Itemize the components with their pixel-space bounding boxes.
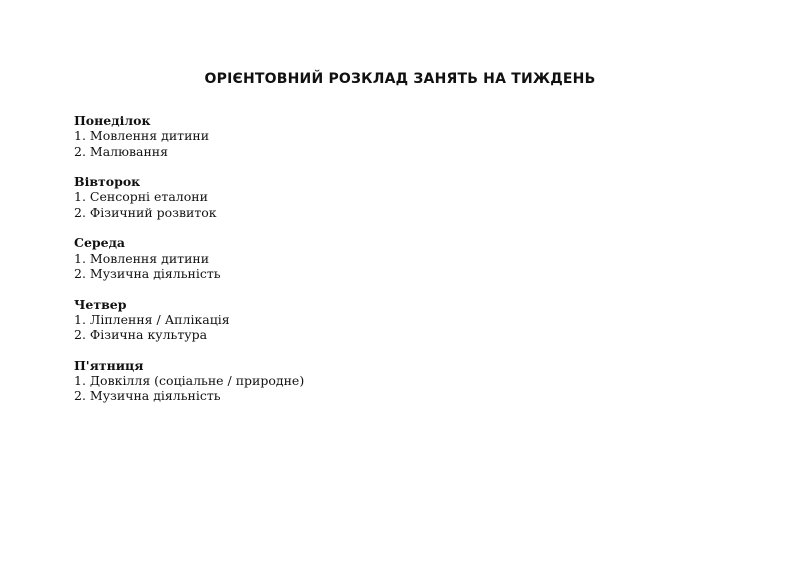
document-title: ОРІЄНТОВНИЙ РОЗКЛАД ЗАНЯТЬ НА ТИЖДЕНЬ bbox=[204, 71, 596, 87]
lesson-item: 1. Сенсорні еталони bbox=[74, 189, 208, 205]
day-name: П'ятниця bbox=[74, 357, 144, 373]
lesson-item: 1. Довкілля (соціальне / природне) bbox=[74, 373, 305, 389]
day-name: Середа bbox=[74, 235, 126, 251]
lesson-item: 2. Музична діяльність bbox=[74, 388, 221, 404]
day-block-friday bbox=[74, 358, 304, 404]
day-name: Четвер bbox=[74, 296, 127, 312]
lesson-item: 1. Мовлення дитини bbox=[74, 128, 210, 144]
day-name: Вівторок bbox=[74, 174, 141, 190]
lesson-item: 2. Музична діяльність bbox=[74, 265, 221, 281]
day-block-wednesday bbox=[74, 235, 304, 281]
day-block-thursday bbox=[74, 297, 304, 343]
day-name: Понеділок bbox=[74, 113, 151, 128]
day-block-monday bbox=[74, 113, 304, 159]
lesson-item: 1. Мовлення дитини bbox=[74, 250, 210, 266]
weekly-schedule bbox=[74, 113, 304, 419]
lesson-item: 2. Фізичний розвиток bbox=[74, 204, 217, 220]
lesson-item: 1. Ліплення / Аплікація bbox=[74, 311, 230, 327]
lesson-item: 2. Фізична культура bbox=[74, 327, 208, 343]
lesson-item: 2. Малювання bbox=[74, 143, 169, 159]
day-block-tuesday bbox=[74, 174, 304, 220]
